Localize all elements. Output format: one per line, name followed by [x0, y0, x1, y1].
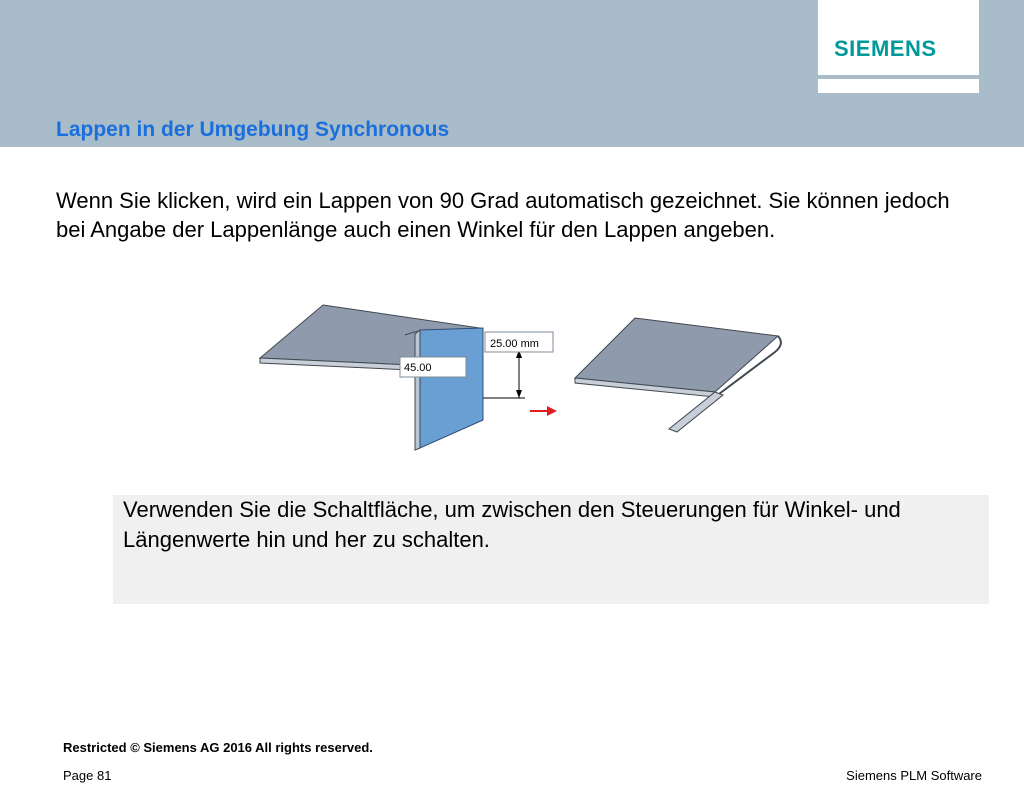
- sheet-metal-illustration: [255, 300, 795, 460]
- siemens-logo: SIEMENS: [834, 36, 937, 61]
- note-box: [113, 495, 989, 604]
- flange-face: [420, 328, 483, 448]
- footer-copyright: Restricted © Siemens AG 2016 All rights reserved.: [63, 740, 373, 755]
- footer-brand: Siemens PLM Software: [846, 768, 982, 783]
- angle-value-text: 45.00: [404, 362, 432, 374]
- result-arrow-head: [547, 406, 557, 416]
- result-flange-face: [669, 392, 723, 432]
- length-value-text: 25.00 mm: [490, 338, 539, 350]
- intro-paragraph: Wenn Sie klicken, wird ein Lappen von 90 Grad automatisch gezeichnet. Sie können jedoch bei Angabe der Lappenlänge auch einen Winkel für den Lappen angeben.: [56, 188, 950, 242]
- length-dimension-arrow-bottom: [516, 390, 522, 398]
- flange-edge: [415, 330, 420, 450]
- footer-page-number: Page 81: [63, 768, 112, 783]
- logo-strip: [818, 79, 979, 93]
- slide-title: Lappen in der Umgebung Synchronous: [56, 118, 450, 141]
- note-text: Verwenden Sie die Schaltfläche, um zwischen den Steuerungen für Winkel- und Längenwerte hin und her zu schalten.: [123, 497, 901, 552]
